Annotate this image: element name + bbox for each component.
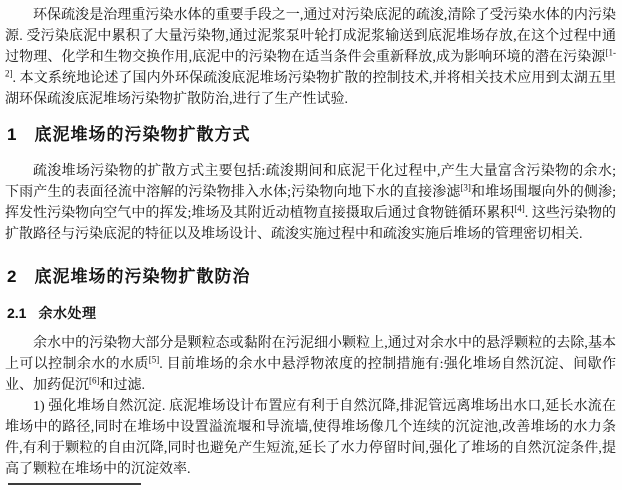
section-2-number: 2 [7,267,17,286]
section-2-1-number: 2.1 [7,305,27,321]
section-2-title: 底泥堆场的污染物扩散防治 [34,267,251,286]
text-run: . 本文系统地论述了国内外环保疏浚底泥堆场污染物扩散的控制技术,并将相关技术应用到太湖五里湖环保疏浚底泥堆场污染物扩散防治,进行了生产性试验. [5,71,616,107]
section-2-1-title: 余水处理 [38,305,97,321]
text-run: 余水中的污染物大部分是颗粒态或黏附在污泥细小颗粒上,通过对余水中的悬浮颗粒的去除,基本上可以控制余水的水质 [5,336,616,372]
citation-ref: [5] [148,354,160,365]
intro-paragraph [5,5,616,110]
section-1-title: 底泥堆场的污染物扩散方式 [34,125,251,144]
citation-ref: [4] [514,203,525,214]
section-2-1-heading [7,303,616,323]
section-1-paragraph [5,161,616,245]
text-run: 和过滤. [99,378,145,393]
footnote-divider [8,483,141,485]
citation-ref: [1-2] [5,47,616,79]
text-run: 1) 强化堆场自然沉淀. 底泥堆场设计布置应有利于自然沉降,排泥管远离堆场出水口,延长水流在堆场中的路径,同时在堆场中设置溢流堰和导流墙,使得堆场像几个连续的沉淀池,改善堆场的水力条件,有利于颗粒的自由沉降,同时也避免产生短流,延长了水力停留时间,强化了堆场的自然沉淀条件,提高了颗粒在堆场中的沉淀效率. [5,399,616,477]
surplus-water-paragraph [5,333,616,396]
text-run: 环保疏浚是治理重污染水体的重要手段之一,通过对污染底泥的疏浚,清除了受污染水体的内污染源. 受污染底泥中累积了大量污染物,通过泥浆泵叶轮打成泥浆输送到底泥堆场存放,在这个过程中通过物理、化学和生物交换作用,底泥中的污染物在适当条件会重新释放,成为影响环境的潜在污染源 [5,8,616,65]
section-1-heading [7,123,616,147]
text-run: . 这些污染物的扩散路径与污染底泥的特征以及堆场设计、疏浚实施过程中和疏浚实施后堆场的管理密切相关. [5,206,617,242]
text-run: . 目前堆场的余水中悬浮物浓度的控制措施有:强化堆场自然沉淀、间歇作业、加药促沉 [5,357,616,393]
natural-settling-paragraph [5,396,616,480]
section-1-number: 1 [7,125,17,144]
text-run: 和堆场围堰向外的侧渗;挥发性污染物向空气中的挥发;堆场及其附近动植物直接摄取后通过食物链循环累积 [5,185,617,221]
citation-ref: [3] [460,182,471,193]
text-run: 疏浚堆场污染物的扩散方式主要包括:疏浚期间和底泥干化过程中,产生大量富含污染物的余水;下雨产生的表面径流中溶解的污染物排入水体;污染物向地下水的直接渗滤 [5,164,616,200]
section-2-heading [7,265,616,289]
citation-ref: [6] [89,375,100,386]
